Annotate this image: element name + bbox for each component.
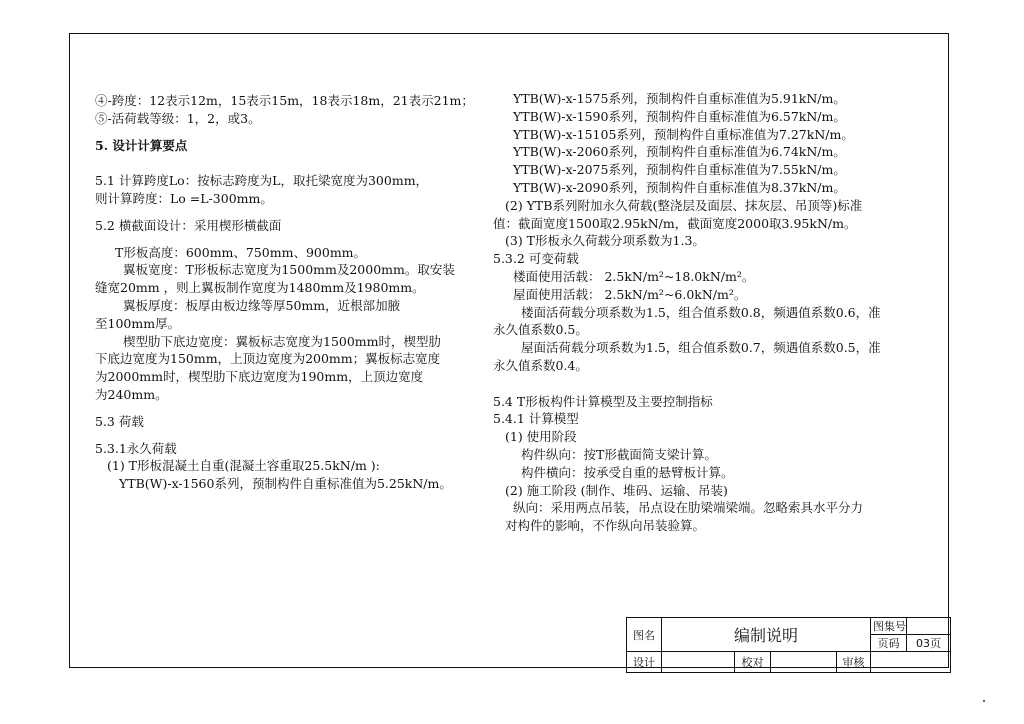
text-line: 对构件的影响，不作纵向吊装验算。 <box>505 518 706 534</box>
title-block <box>626 617 951 673</box>
text-line: 5.1 计算跨度Lo：按标志跨度为L，取托梁宽度为300mm， <box>95 173 429 189</box>
text-line: 为2000mm时，楔型肋下底边宽度为190mm，上顶边宽度 <box>95 369 424 385</box>
text-line: 5.3 荷载 <box>95 413 144 429</box>
text-line: YTB(W)-x-15105系列，预制构件自重标准值为7.27kN/m。 <box>513 126 854 142</box>
text-line: 5.2 横截面设计：采用楔形横截面 <box>95 217 282 233</box>
text-line: YTB(W)-x-1575系列，预制构件自重标准值为5.91kN/m。 <box>513 91 846 106</box>
text-line: 翼板宽度：T形板标志宽度为1500mm及2000mm。取安装 <box>123 262 455 278</box>
text-line: 楼面活荷载分项系数为1.5，组合值系数0.8，频遇值系数0.6，准 <box>521 304 881 320</box>
scan-dot <box>983 700 985 702</box>
text-line: ④-跨度：12表示12m，15表示15m，18表示18m，21表示21m； <box>95 93 474 108</box>
page-value: 03页 <box>907 635 951 652</box>
text-line: (1) T形板混凝土自重(混凝土容重取25.5kN/m ): <box>107 458 380 474</box>
drawing-name-label: 图名 <box>627 618 662 652</box>
atlas-no-label: 图集号 <box>871 618 907 635</box>
drawing-title: 编制说明 <box>662 618 871 652</box>
text-line: 翼板厚度：板厚由板边缘等厚50mm，近根部加腋 <box>123 297 401 313</box>
check-label: 校对 <box>735 652 771 673</box>
text-line: 永久值系数0.4。 <box>493 357 588 373</box>
text-line: ⑤-活荷载等级：1，2，或3。 <box>95 110 261 126</box>
text-line: 永久值系数0.5。 <box>493 322 588 338</box>
section-heading: 5. 设计计算要点 <box>95 137 188 153</box>
text-line: 楼面使用活载： 2.5kN/m²~18.0kN/m²。 <box>513 268 755 284</box>
atlas-no-value <box>907 618 951 635</box>
text-line: 为240mm。 <box>95 386 168 402</box>
design-label: 设计 <box>627 652 662 673</box>
text-line: (1) 使用阶段 <box>505 429 577 445</box>
text-line: YTB(W)-x-2060系列，预制构件自重标准值为6.74kN/m。 <box>513 144 846 160</box>
text-line: T形板高度：600mm、750mm、900mm。 <box>115 244 367 260</box>
review-value <box>871 652 951 673</box>
text-line: (2) YTB系列附加永久荷载(整浇层及面层、抹灰层、吊顶等)标准 <box>505 197 863 213</box>
text-line: (3) T形板永久荷载分项系数为1.3。 <box>505 233 705 249</box>
text-line: YTB(W)-x-1590系列，预制构件自重标准值为6.57kN/m。 <box>513 108 846 124</box>
page-label: 页码 <box>871 635 907 652</box>
right-text-column <box>493 90 933 535</box>
text-line: 5.3.1永久荷载 <box>95 440 177 456</box>
text-line: YTB(W)-x-2090系列，预制构件自重标准值为8.37kN/m。 <box>513 179 846 195</box>
check-value <box>771 652 837 673</box>
text-line: 缝宽20mm ，则上翼板制作宽度为1480mm及1980mm。 <box>95 280 425 296</box>
text-line: 楔型肋下底边宽度：翼板标志宽度为1500mm时，楔型肋 <box>123 333 442 349</box>
text-line: 屋面使用活载： 2.5kN/m²~6.0kN/m²。 <box>513 286 747 302</box>
text-line: 构件纵向：按T形截面简支梁计算。 <box>521 446 717 462</box>
text-line: 下底边宽度为150mm，上顶边宽度为200mm；翼板标志宽度 <box>95 351 441 367</box>
text-line: 纵向：采用两点吊装，吊点设在肋梁端梁端。忽略索具水平分力 <box>513 500 864 516</box>
review-label: 审核 <box>837 652 871 673</box>
text-line: 5.3.2 可变荷载 <box>493 251 579 267</box>
text-line: YTB(W)-x-1560系列，预制构件自重标准值为5.25kN/m。 <box>119 476 452 492</box>
text-line: 5.4 T形板构件计算模型及主要控制指标 <box>493 393 713 409</box>
text-line: 则计算跨度：Lo =L-300mm。 <box>95 190 273 206</box>
text-line: 至100mm厚。 <box>95 315 181 331</box>
left-text-column <box>95 92 490 493</box>
text-line: 5.4.1 计算模型 <box>493 411 579 427</box>
text-line: YTB(W)-x-2075系列，预制构件自重标准值为7.55kN/m。 <box>513 162 846 178</box>
design-value <box>662 652 735 673</box>
text-line: 值：截面宽度1500取2.95kN/m，截面宽度2000取3.95kN/m。 <box>493 215 857 231</box>
text-line: 屋面活荷载分项系数为1.5，组合值系数0.7，频遇值系数0.5，准 <box>521 340 881 356</box>
text-line: 构件横向：按承受自重的悬臂板计算。 <box>521 464 734 480</box>
text-line: (2) 施工阶段 (制作、堆码、运输、吊装) <box>505 482 728 498</box>
